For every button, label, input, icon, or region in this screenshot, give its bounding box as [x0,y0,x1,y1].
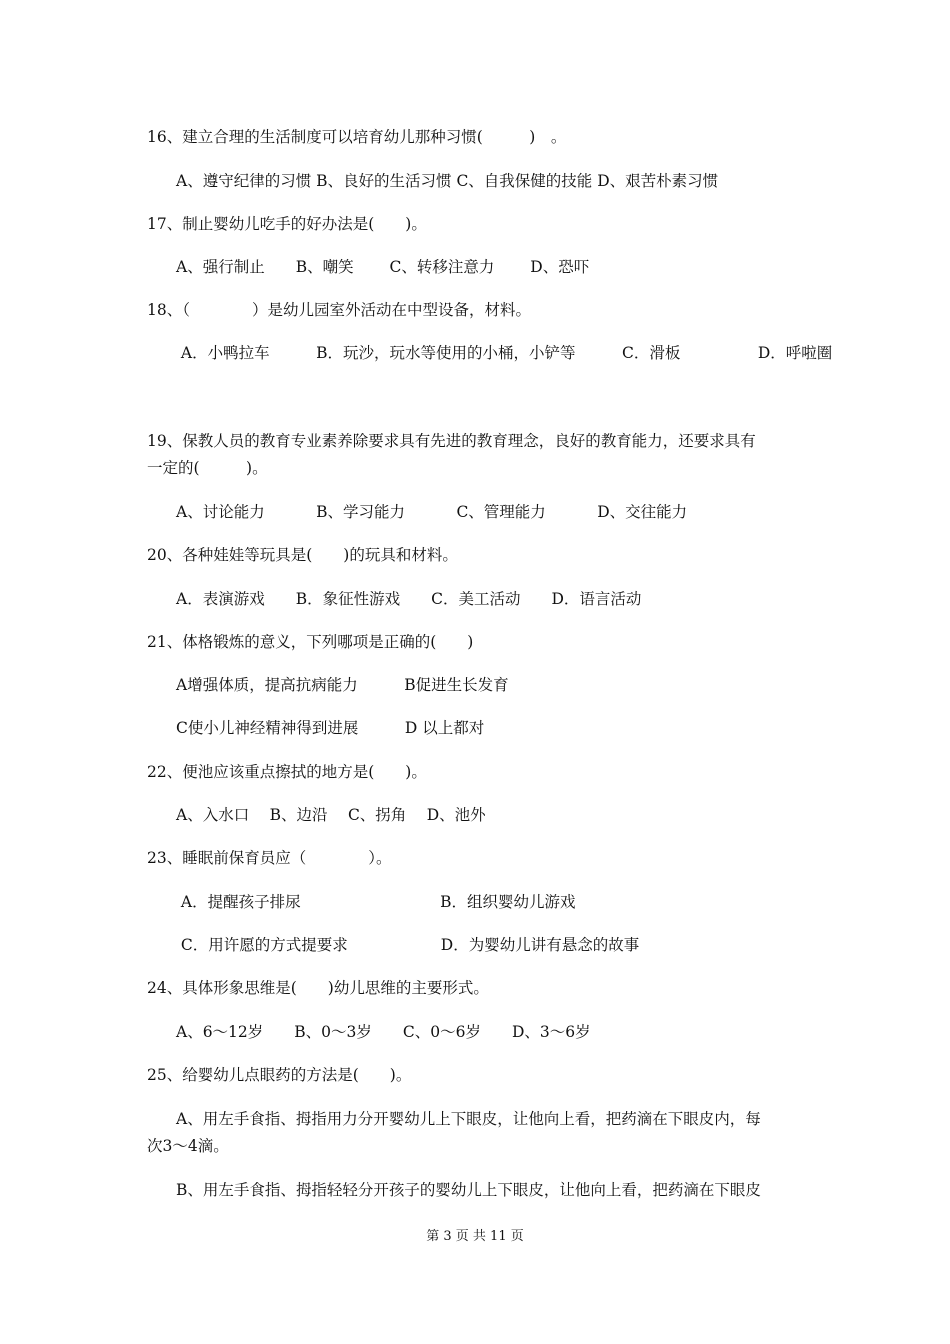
question-16-options: A、遵守纪律的习惯 B、良好的生活习惯 C、自我保健的技能 D、艰苦朴素习惯 [176,172,719,190]
question-25-option-b-line1: B、用左手食指、拇指轻轻分开孩子的婴幼儿上下眼皮，让他向上看，把药滴在下眼皮 [176,1181,761,1199]
question-22-options: A、入水口 B、边沿 C、拐角 D、池外 [176,806,486,824]
question-25-option-a-line1: A、用左手食指、拇指用力分开婴幼儿上下眼皮，让他向上看，把药滴在下眼皮内，每 [176,1110,761,1128]
question-20-stem: 20、各种娃娃等玩具是( )的玩具和材料。 [147,546,458,564]
question-18-options: A．小鸭拉车 B．玩沙，玩水等使用的小桶，小铲等 C．滑板 D．呼啦圈 [176,344,833,362]
question-23-stem: 23、睡眠前保育员应（ ）。 [147,849,392,867]
question-21-options-line2: C使小儿神经精神得到进展 D 以上都对 [176,719,485,737]
question-19-options: A、讨论能力 B、学习能力 C、管理能力 D、交往能力 [176,503,688,521]
question-16-stem: 16、建立合理的生活制度可以培育幼儿那种习惯( ) 。 [147,128,567,146]
question-19-stem-line1: 19、保教人员的教育专业素养除要求具有先进的教育理念，良好的教育能力，还要求具有 [147,432,756,450]
question-17-stem: 17、制止婴幼儿吃手的好办法是( )。 [147,215,427,233]
question-20-options: A．表演游戏 B．象征性游戏 C．美工活动 D．语言活动 [176,590,642,608]
question-25-option-a-line2: 次3～4滴。 [147,1137,229,1155]
question-22-stem: 22、便池应该重点擦拭的地方是( )。 [147,763,427,781]
question-18-stem: 18、（ ）是幼儿园室外活动在中型设备，材料。 [147,301,531,319]
question-25-stem: 25、给婴幼儿点眼药的方法是( )。 [147,1066,412,1084]
question-23-options-line2: C．用许愿的方式提要求 D．为婴幼儿讲有悬念的故事 [176,936,640,954]
question-24-stem: 24、具体形象思维是( )幼儿思维的主要形式。 [147,979,489,997]
question-17-options: A、强行制止 B、嘲笑 C、转移注意力 D、恐吓 [176,258,590,276]
page-footer: 第 3 页 共 11 页 [426,1229,524,1244]
question-21-options-line1: A增强体质，提高抗病能力 B促进生长发育 [176,676,509,694]
question-21-stem: 21、体格锻炼的意义，下列哪项是正确的( ) [147,633,474,651]
question-24-options: A、6～12岁 B、0～3岁 C、0～6岁 D、3～6岁 [176,1023,591,1041]
question-19-stem-line2: 一定的( )。 [147,459,268,477]
question-23-options-line1: A．提醒孩子排尿 B．组织婴幼儿游戏 [176,893,576,911]
